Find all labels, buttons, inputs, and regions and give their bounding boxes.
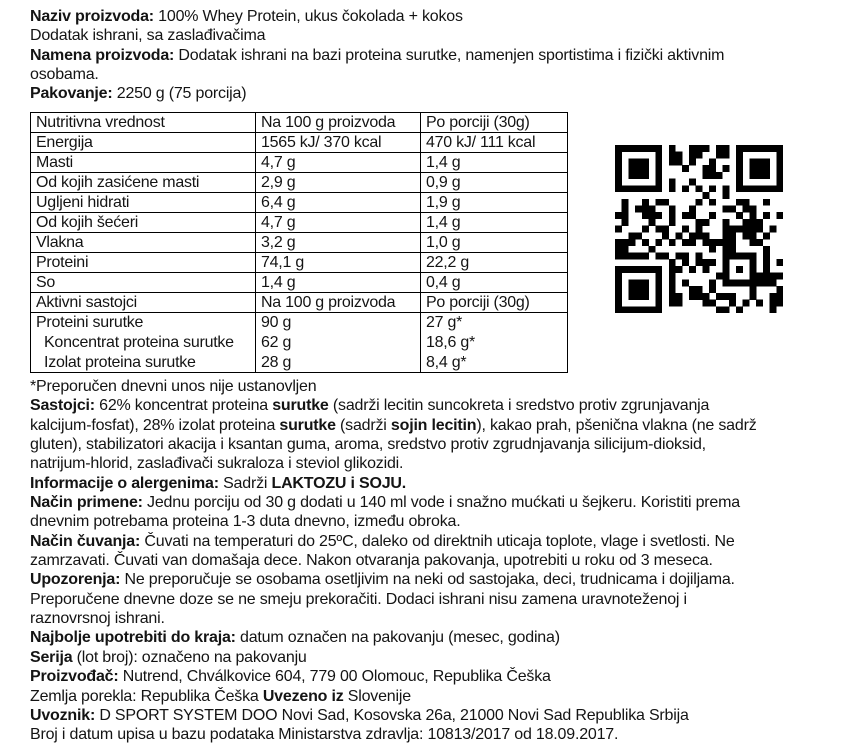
table-cell: 0,9 g xyxy=(421,173,568,193)
table-row xyxy=(31,153,568,173)
text-segment: Sadrži xyxy=(218,474,272,492)
usage-line-1 xyxy=(30,493,757,512)
text-segment-bold: Naziv proizvoda: xyxy=(30,8,154,25)
warnings-line-2 xyxy=(30,590,757,609)
table-cell: 90 g xyxy=(256,313,421,333)
table-cell: 0,4 g xyxy=(421,273,568,293)
table-cell: 1,4 g xyxy=(421,213,568,233)
manufacturer xyxy=(30,667,757,686)
text-segment-bold: Način čuvanja: xyxy=(30,532,141,550)
text-segment: raznovrsnoj ishrani. xyxy=(30,610,165,628)
table-cell: 2,9 g xyxy=(256,173,421,193)
purpose-line-1 xyxy=(30,46,724,65)
usage-line-2 xyxy=(30,512,757,531)
text-segment-bold: Uvoznik: xyxy=(30,706,96,724)
ingredients-line-4 xyxy=(30,454,757,473)
warnings-line-3 xyxy=(30,609,757,628)
table-cell: 18,6 g* xyxy=(421,333,568,353)
table-row xyxy=(31,233,568,253)
text-segment: *Preporučen dnevni unos nije ustanovljen xyxy=(30,378,317,395)
table-cell: 470 kJ/ 111 kcal xyxy=(421,133,568,153)
text-segment: 100% Whey Protein, ukus čokolada + kokos xyxy=(153,8,463,25)
table-row xyxy=(31,173,568,193)
column-header-cell: Po porciji (30g) xyxy=(421,113,568,133)
registration-number xyxy=(30,725,757,744)
table-cell: Izolat proteina surutke xyxy=(31,353,256,373)
best-before xyxy=(30,628,757,647)
text-segment: osobama. xyxy=(30,66,99,84)
ingredients-line-2 xyxy=(30,416,757,435)
text-segment: 62% koncentrat proteina xyxy=(94,397,273,415)
table-row xyxy=(31,313,568,333)
text-segment: Nutrend, Chválkovice 604, 779 00 Olomouc, Republika Češka xyxy=(118,668,551,686)
text-segment-bold: Informacije o alergenima: xyxy=(30,474,219,492)
table-row xyxy=(31,353,568,373)
table-row xyxy=(31,333,568,353)
qr-code-icon xyxy=(615,145,783,313)
text-segment: Čuvati na temperaturi do 25ºC, daleko od direktnih uticaja toplote, vlage i svetlosti. Ne xyxy=(140,532,735,550)
product-header-block xyxy=(30,7,724,104)
table-cell: 4,7 g xyxy=(256,153,421,173)
ingredients-line-1 xyxy=(30,396,757,415)
text-segment: Zemlja porekla: Republika Češka xyxy=(30,687,263,705)
text-segment-bold: sojin lecitin xyxy=(390,416,477,434)
text-segment: Dodatak ishrani, sa zaslađivačima xyxy=(30,27,266,45)
importer xyxy=(30,706,757,725)
text-segment-bold: surutke xyxy=(272,397,329,415)
text-segment: ), kakao prah, pšenična vlakna (ne sadrž xyxy=(476,416,757,434)
column-header-cell: Na 100 g proizvoda xyxy=(256,113,421,133)
table-cell: So xyxy=(31,273,256,293)
table-cell: Proteini xyxy=(31,253,256,273)
package-size xyxy=(30,84,724,103)
table-cell: Proteini surutke xyxy=(31,313,256,333)
text-segment-bold: Namena proizvoda: xyxy=(30,46,175,64)
text-segment: D SPORT SYSTEM DOO Novi Sad, Kosovska 26a, 21000 Novi Sad Republika Srbija xyxy=(95,706,689,724)
table-cell: 27 g* xyxy=(421,313,568,333)
text-segment-bold: Proizvođač: xyxy=(30,668,119,686)
text-segment: datum označen na pakovanju (mesec, godina) xyxy=(235,629,560,647)
table-cell: Od kojih šećeri xyxy=(31,213,256,233)
table-row xyxy=(31,193,568,213)
table-cell: Ugljeni hidrati xyxy=(31,193,256,213)
text-segment: (sadrži xyxy=(335,416,391,434)
text-segment: Broj i datum upisa u bazu podataka Ministarstva zdravlja: 10813/2017 od 18.09.2017. xyxy=(30,726,619,744)
text-segment-bold: surutke xyxy=(279,416,336,434)
footnote xyxy=(30,377,757,396)
table-row xyxy=(31,213,568,233)
table-cell: 28 g xyxy=(256,353,421,373)
product-name xyxy=(30,7,724,26)
text-segment: (lot broj): označeno na pakovanju xyxy=(72,648,307,666)
table-cell: 3,2 g xyxy=(256,233,421,253)
text-segment: 2250 g (75 porcija) xyxy=(112,85,247,103)
table-row xyxy=(31,253,568,273)
table-cell: Koncentrat proteina surutke xyxy=(31,333,256,353)
table-cell: 6,4 g xyxy=(256,193,421,213)
allergen-info xyxy=(30,474,757,493)
text-segment: (sadrži lecitin suncokreta i sredstvo protiv zgrunjavanja xyxy=(328,397,710,415)
table-cell: Po porciji (30g) xyxy=(421,293,568,313)
table-cell: 74,1 g xyxy=(256,253,421,273)
nutrition-table-header-row xyxy=(31,113,568,133)
product-type xyxy=(30,26,724,45)
table-cell: 1,4 g xyxy=(421,153,568,173)
table-cell: 1,0 g xyxy=(421,233,568,253)
warnings-line-1 xyxy=(30,570,757,589)
text-segment: natrijum-hlorid, zaslađivači sukraloza i steviol glikozidi. xyxy=(30,455,404,473)
ingredients-line-3 xyxy=(30,435,757,454)
text-segment-bold: LAKTOZU i SOJU. xyxy=(271,474,406,492)
text-segment-bold: Sastojci: xyxy=(30,397,95,415)
table-row xyxy=(31,133,568,153)
table-cell: 4,7 g xyxy=(256,213,421,233)
nutrition-table-body xyxy=(31,113,568,373)
table-cell: Aktivni sastojci xyxy=(31,293,256,313)
table-row xyxy=(31,273,568,293)
text-segment: Ne preporučuje se osobama osetljivim na neki od sastojaka, deci, trudnicama i dojiljama. xyxy=(120,571,735,589)
table-cell: 8,4 g* xyxy=(421,353,568,373)
table-cell: Od kojih zasićene masti xyxy=(31,173,256,193)
text-segment-bold: Najbolje upotrebiti do kraja: xyxy=(30,629,236,647)
text-segment: dnevnim potrebama proteina 1-3 duta dnevno, između obroka. xyxy=(30,513,461,531)
text-segment: kalcijum-fosfat), 28% izolat proteina xyxy=(30,416,280,434)
text-segment: Preporučene dnevne doze se ne smeju prekoračiti. Dodaci ishrani nisu zamena uravnoteženoj i xyxy=(30,590,687,608)
table-cell: 1,9 g xyxy=(421,193,568,213)
column-header-cell: Nutritivna vrednost xyxy=(31,113,256,133)
text-segment-bold: Serija xyxy=(30,648,73,666)
text-segment: gluten), stabilizatori akacija i ksantan guma, aroma, sredstvo protiv zgrudnjavanja silicijum-dioksid, xyxy=(30,436,706,454)
text-segment-bold: Upozorenja: xyxy=(30,571,121,589)
label-body-block xyxy=(30,377,757,745)
text-segment-bold: Pakovanje: xyxy=(30,85,113,103)
lot-number xyxy=(30,648,757,667)
table-cell: 1565 kJ/ 370 kcal xyxy=(256,133,421,153)
text-segment-bold: Uvezeno iz xyxy=(262,687,344,705)
country-of-origin xyxy=(30,687,757,706)
text-segment: Jednu porciju od 30 g dodati u 140 ml vode i snažno mućkati u šejkeru. Koristiti prema xyxy=(142,494,740,512)
table-cell: 22,2 g xyxy=(421,253,568,273)
table-cell: Vlakna xyxy=(31,233,256,253)
table-cell: Energija xyxy=(31,133,256,153)
text-segment: zamrzavati. Čuvati van domašaja dece. Nakon otvaranja pakovanja, upotrebiti u roku od 3 meseca. xyxy=(30,552,713,570)
storage-line-2 xyxy=(30,551,757,570)
storage-line-1 xyxy=(30,532,757,551)
text-segment: Slovenije xyxy=(343,687,411,705)
table-row xyxy=(31,293,568,313)
table-cell: 62 g xyxy=(256,333,421,353)
text-segment-bold: Način primene: xyxy=(30,494,143,512)
purpose-line-2 xyxy=(30,65,724,84)
nutrition-table xyxy=(30,112,568,373)
table-cell: Na 100 g proizvoda xyxy=(256,293,421,313)
table-cell: 1,4 g xyxy=(256,273,421,293)
table-cell: Masti xyxy=(31,153,256,173)
text-segment: Dodatak ishrani na bazi proteina surutke, namenjen sportistima i fizički aktivnim xyxy=(174,46,725,64)
